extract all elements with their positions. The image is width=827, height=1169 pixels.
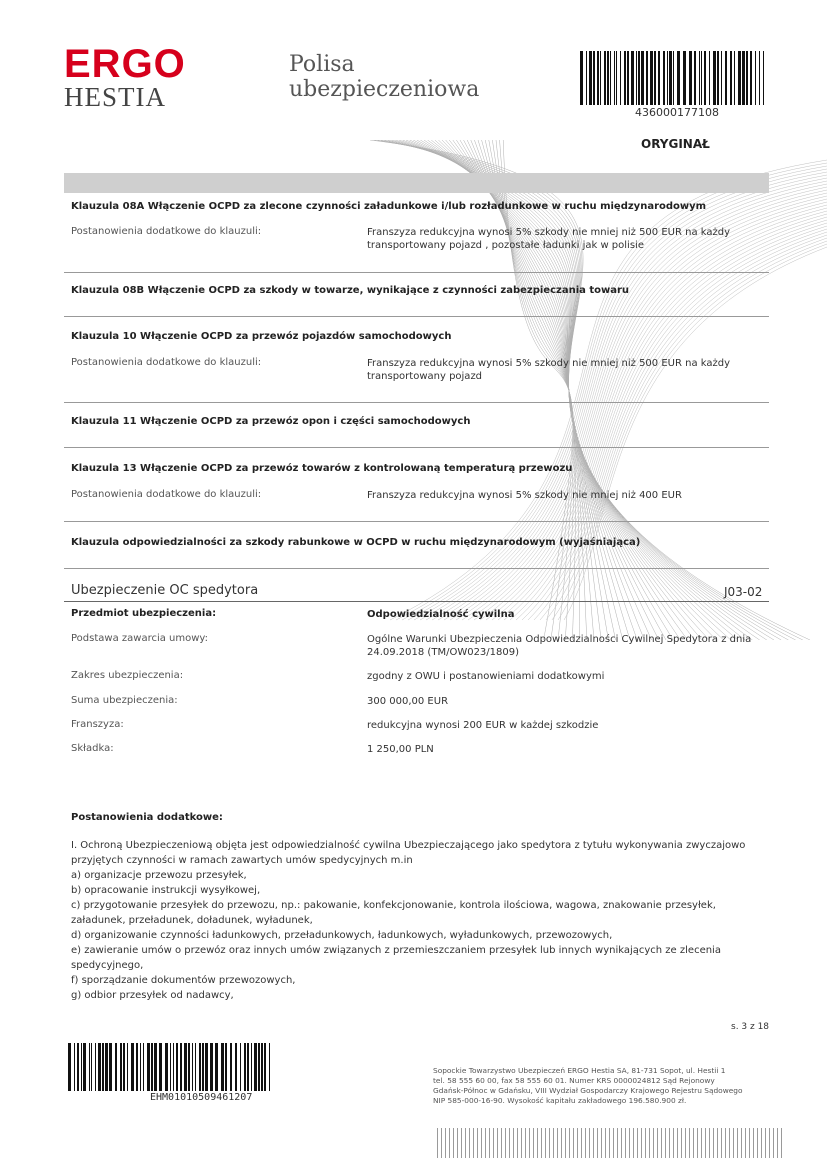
company-info-line: NIP 585-000-16-90. Wysokość kapitału zakładowego 196.580.900 zł. xyxy=(433,1096,687,1105)
hestia-logo: HESTIA xyxy=(64,82,166,112)
page-number: s. 3 z 18 xyxy=(731,1022,770,1032)
divider xyxy=(64,447,769,448)
company-info-line: Gdańsk-Północ w Gdańsku, VIII Wydział Gospodarczy Krajowego Rejestru Sądowego xyxy=(433,1086,743,1095)
section-divider xyxy=(64,601,769,602)
field-value-deductible: redukcyjna wynosi 200 EUR w każdej szkodzie xyxy=(367,720,599,731)
field-label-sum: Suma ubezpieczenia: xyxy=(71,695,178,706)
clause-10-sublabel: Postanowienia dodatkowe do klauzuli: xyxy=(71,357,262,368)
field-label-basis: Podstawa zawarcia umowy: xyxy=(71,633,208,644)
clause-11-title: Klauzula 11 Włączenie OCPD za przewóz opon i części samochodowych xyxy=(71,416,471,427)
provision-line: f) sporządzanie dokumentów przewozowych, xyxy=(71,975,296,986)
field-value-basis-line2: 24.09.2018 (TM/OW023/1809) xyxy=(367,647,520,658)
additional-provisions-text xyxy=(71,838,771,1003)
original-label: ORYGINAŁ xyxy=(641,137,710,151)
provision-line: e) zawieranie umów o przewóz oraz innych umów związanych z przemieszczaniem przesyłek lub innych wynikających ze zlecenia xyxy=(71,945,721,956)
clause-13-value xyxy=(367,489,739,502)
document-title-line2: ubezpieczeniowa xyxy=(289,77,480,102)
divider xyxy=(64,316,769,317)
clause-13-value-line1: Franszyza redukcyjna wynosi 5% szkody nie mniej niż 400 EUR xyxy=(367,490,682,501)
divider xyxy=(64,521,769,522)
policy-barcode xyxy=(580,51,766,105)
provision-line: b) opracowanie instrukcji wysyłkowej, xyxy=(71,885,261,896)
field-label-premium: Składka: xyxy=(71,743,114,754)
field-label-deductible: Franszyza: xyxy=(71,719,124,730)
security-guilloche-pattern xyxy=(330,140,827,640)
divider xyxy=(64,272,769,273)
section-header-band xyxy=(64,173,769,193)
policy-barcode-number: 436000177108 xyxy=(635,106,719,119)
field-value-premium: 1 250,00 PLN xyxy=(367,744,434,755)
ergo-logo: ERGO xyxy=(64,42,186,86)
clause-10-value-line2: transportowany pojazd xyxy=(367,371,483,382)
document-title xyxy=(289,52,479,102)
clause-08b-title: Klauzula 08B Włączenie OCPD za szkody w towarze, wynikające z czynności zabezpieczania towaru xyxy=(71,285,630,296)
section-code: J03-02 xyxy=(724,585,763,599)
document-title-line1: Polisa xyxy=(289,52,355,77)
provision-line: a) organizacje przewozu przesyłek, xyxy=(71,870,247,881)
field-value-scope: zgodny z OWU i postanowieniami dodatkowymi xyxy=(367,671,605,682)
document-barcode-number: EHM01010509461207 xyxy=(150,1092,253,1103)
clause-10-value-line1: Franszyza redukcyjna wynosi 5% szkody nie mniej niż 500 EUR na każdy xyxy=(367,358,731,369)
clause-08a-title: Klauzula 08A Włączenie OCPD za zlecone czynności załadunkowe i/lub rozładunkowe w ruchu międzynarodowym xyxy=(71,201,707,212)
clause-13-sublabel: Postanowienia dodatkowe do klauzuli: xyxy=(71,489,262,500)
document-barcode xyxy=(68,1043,270,1091)
field-value-sum: 300 000,00 EUR xyxy=(367,696,449,707)
field-value-basis-line1: Ogólne Warunki Ubezpieczenia Odpowiedzialności Cywilnej Spedytora z dnia xyxy=(367,634,752,645)
field-value-basis xyxy=(367,633,767,659)
divider xyxy=(64,402,769,403)
clause-08a-value-line1: Franszyza redukcyjna wynosi 5% szkody nie mniej niż 500 EUR na każdy xyxy=(367,227,731,238)
clause-robbery-title: Klauzula odpowiedzialności za szkody rabunkowe w OCPD w ruchu międzynarodowym (wyjaśniająca) xyxy=(71,537,641,548)
provision-line: I. Ochroną Ubezpieczeniową objęta jest odpowiedzialność cywilna Ubezpieczającego jako spedytora z tytułu wykonywania zwyczajowo xyxy=(71,840,746,851)
footer-security-strip xyxy=(437,1128,783,1158)
provision-line: c) przygotowanie przesyłek do przewozu, np.: pakowanie, konfekcjonowanie, kontrola ilościowa, wagowa, znakowanie przesyłek, xyxy=(71,900,716,911)
provision-line: spedycyjnego, xyxy=(71,960,144,971)
provision-line: przyjętych czynności w ramach zawartych umów spedycyjnych m.in xyxy=(71,855,413,866)
additional-provisions-title: Postanowienia dodatkowe: xyxy=(71,812,223,823)
field-value-subject: Odpowiedzialność cywilna xyxy=(367,609,515,620)
provision-line: d) organizowanie czynności ładunkowych, przeładunkowych, ładunkowych, wyładunkowych, przewozowych, xyxy=(71,930,613,941)
company-info xyxy=(433,1066,793,1106)
company-info-line: tel. 58 555 60 00, fax 58 555 60 01. Numer KRS 0000024812 Sąd Rejonowy xyxy=(433,1076,715,1085)
clause-08a-value-line2: transportowany pojazd , pozostałe ładunki jak w polisie xyxy=(367,240,644,251)
clause-13-title: Klauzula 13 Włączenie OCPD za przewóz towarów z kontrolowaną temperaturą przewozu xyxy=(71,463,573,474)
clause-10-title: Klauzula 10 Włączenie OCPD za przewóz pojazdów samochodowych xyxy=(71,331,452,342)
clause-10-value xyxy=(367,357,739,383)
field-label-subject: Przedmiot ubezpieczenia: xyxy=(71,608,217,619)
section-title: Ubezpieczenie OC spedytora xyxy=(71,583,259,598)
clause-08a-value xyxy=(367,226,739,252)
field-label-scope: Zakres ubezpieczenia: xyxy=(71,670,184,681)
divider xyxy=(64,568,769,569)
provision-line: załadunek, przeładunek, doładunek, wyładunek, xyxy=(71,915,313,926)
company-info-line: Sopockie Towarzystwo Ubezpieczeń ERGO Hestia SA, 81-731 Sopot, ul. Hestii 1 xyxy=(433,1066,726,1075)
provision-line: g) odbior przesyłek od nadawcy, xyxy=(71,990,234,1001)
clause-08a-sublabel: Postanowienia dodatkowe do klauzuli: xyxy=(71,226,262,237)
